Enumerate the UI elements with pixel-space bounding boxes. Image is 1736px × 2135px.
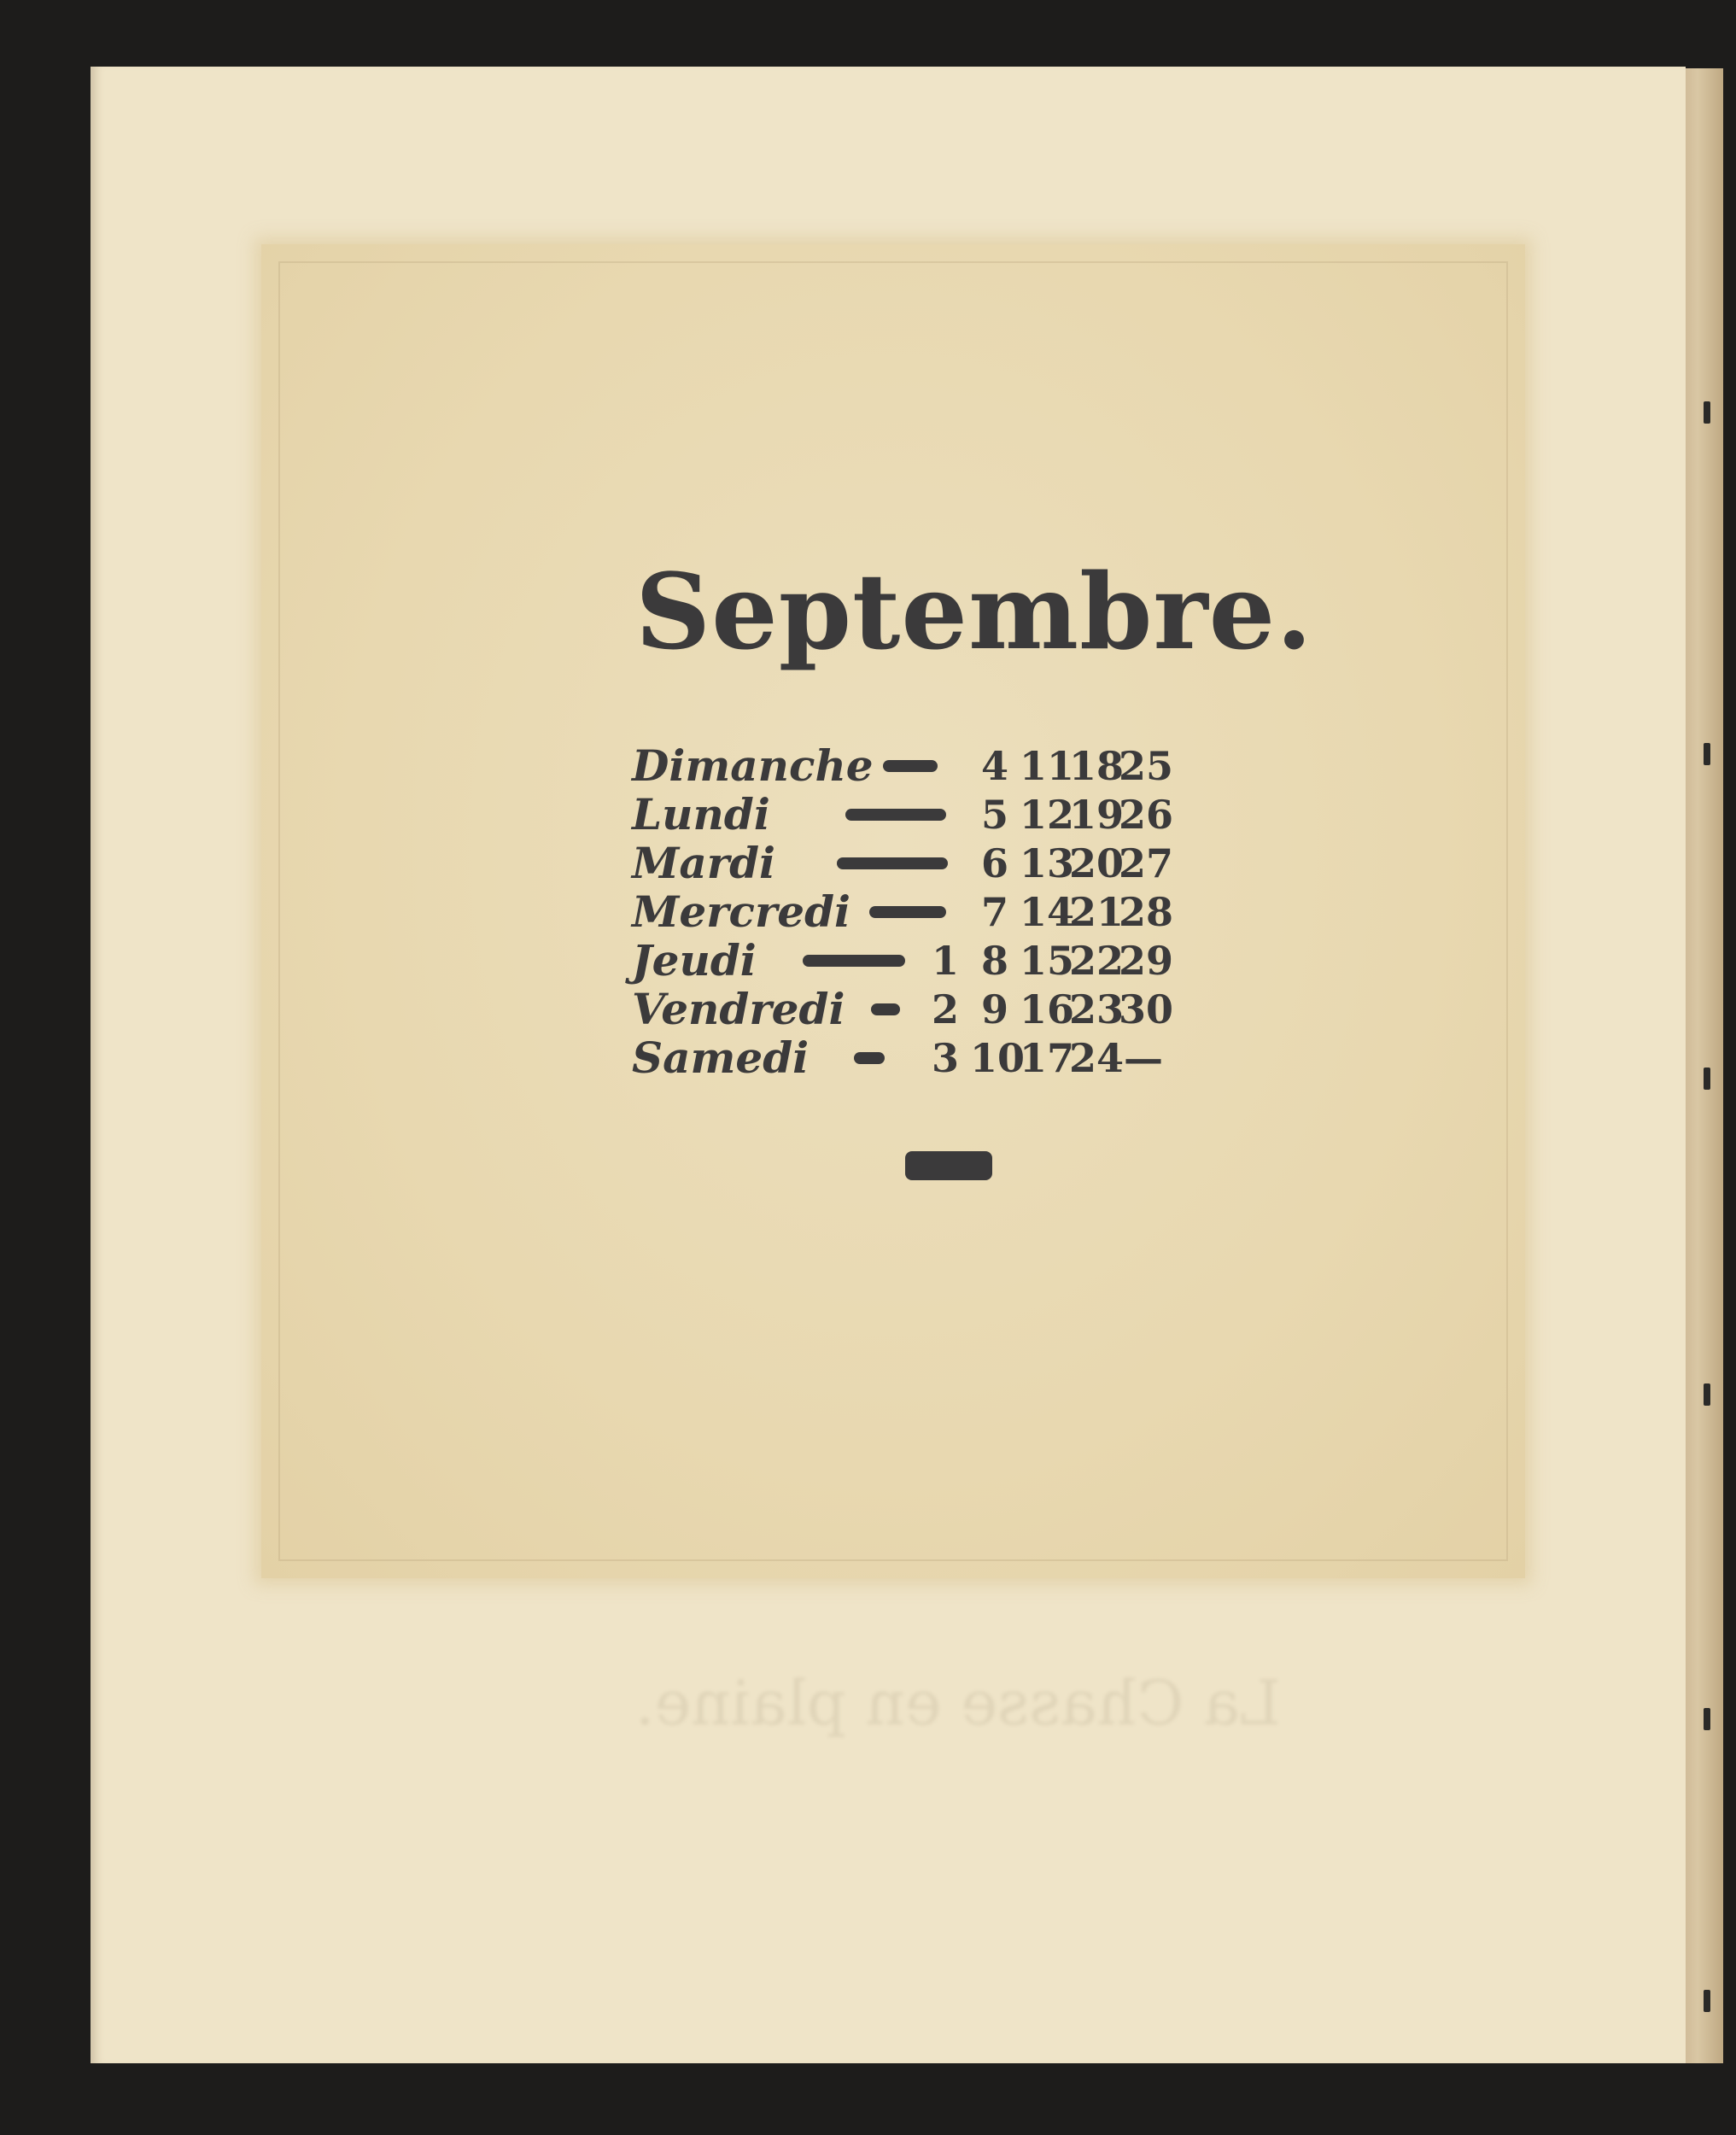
date-cells bbox=[921, 741, 1174, 790]
date-cell: 1 bbox=[931, 937, 959, 984]
date-cell: 3 bbox=[931, 1034, 959, 1081]
calendar-row-samedi bbox=[632, 1033, 1213, 1082]
date-cell: 26 bbox=[1119, 791, 1174, 838]
date-cell: 4 bbox=[980, 742, 1008, 789]
binding-stitch bbox=[1704, 1068, 1710, 1090]
leader-dash bbox=[803, 955, 905, 967]
date-cell: 13 bbox=[1020, 839, 1075, 886]
date-cells bbox=[921, 936, 1174, 985]
date-cell: 5 bbox=[980, 791, 1008, 838]
date-cell: 9 bbox=[980, 986, 1008, 1032]
date-cell: 16 bbox=[1020, 986, 1075, 1032]
date-cell: 23 bbox=[1069, 986, 1125, 1032]
date-cell: 18 bbox=[1069, 742, 1125, 789]
date-cells bbox=[921, 839, 1174, 887]
bleed-through-caption: La Chasse en plaine. bbox=[634, 1667, 1281, 1739]
calendar-row-mercredi bbox=[632, 887, 1213, 936]
date-cell: 21 bbox=[1069, 888, 1125, 935]
day-label: Lundi bbox=[632, 788, 770, 839]
calendar-row-lundi bbox=[632, 790, 1213, 839]
day-label: Dimanche bbox=[632, 740, 874, 791]
day-label: Mardi bbox=[632, 837, 776, 888]
date-cell: 24 bbox=[1069, 1034, 1125, 1081]
leader-dash bbox=[854, 1052, 885, 1064]
date-cells bbox=[921, 790, 1174, 839]
date-cell: 29 bbox=[1119, 937, 1174, 984]
binding-stitch bbox=[1704, 1990, 1710, 2012]
day-label: Jeudi bbox=[632, 934, 757, 986]
binding-stitch bbox=[1704, 1383, 1710, 1406]
date-cells bbox=[921, 887, 1174, 936]
calendar-grid bbox=[632, 741, 1213, 1082]
date-cell: 6 bbox=[980, 839, 1008, 886]
day-label: Mercredi bbox=[632, 886, 851, 937]
date-cell: 22 bbox=[1069, 937, 1125, 984]
date-cell: 10 bbox=[970, 1034, 1026, 1081]
date-cell: 27 bbox=[1119, 839, 1174, 886]
date-cell: 8 bbox=[980, 937, 1008, 984]
ornament-bar bbox=[905, 1151, 992, 1180]
month-title: Septembre. bbox=[635, 550, 1313, 673]
date-cell: 12 bbox=[1020, 791, 1075, 838]
date-cells bbox=[921, 985, 1174, 1033]
date-cell: 15 bbox=[1020, 937, 1075, 984]
date-cell: 14 bbox=[1020, 888, 1075, 935]
day-label: Samedi bbox=[632, 1032, 810, 1083]
date-cell: 7 bbox=[980, 888, 1008, 935]
calendar-row-vendredi bbox=[632, 985, 1213, 1033]
binding-stitch bbox=[1704, 1708, 1710, 1730]
calendar-row-mardi bbox=[632, 839, 1213, 887]
page-edge bbox=[1680, 68, 1723, 2063]
calendar-row-dimanche bbox=[632, 741, 1213, 790]
date-cell: 11 bbox=[1020, 742, 1075, 789]
date-cell: 25 bbox=[1119, 742, 1174, 789]
date-cell: 30 bbox=[1119, 986, 1174, 1032]
date-cell: 19 bbox=[1069, 791, 1125, 838]
leader-dash bbox=[871, 1003, 900, 1015]
date-cell: 20 bbox=[1069, 839, 1125, 886]
calendar-row-jeudi bbox=[632, 936, 1213, 985]
binding-stitch bbox=[1704, 401, 1710, 424]
date-cell: 28 bbox=[1119, 888, 1174, 935]
date-cell: 17 bbox=[1020, 1034, 1075, 1081]
date-cell: 2 bbox=[931, 986, 959, 1032]
date-cells bbox=[921, 1033, 1168, 1082]
binding-stitch bbox=[1704, 743, 1710, 765]
date-cell: — bbox=[1124, 1034, 1163, 1081]
day-label: Vendredi bbox=[632, 983, 845, 1034]
